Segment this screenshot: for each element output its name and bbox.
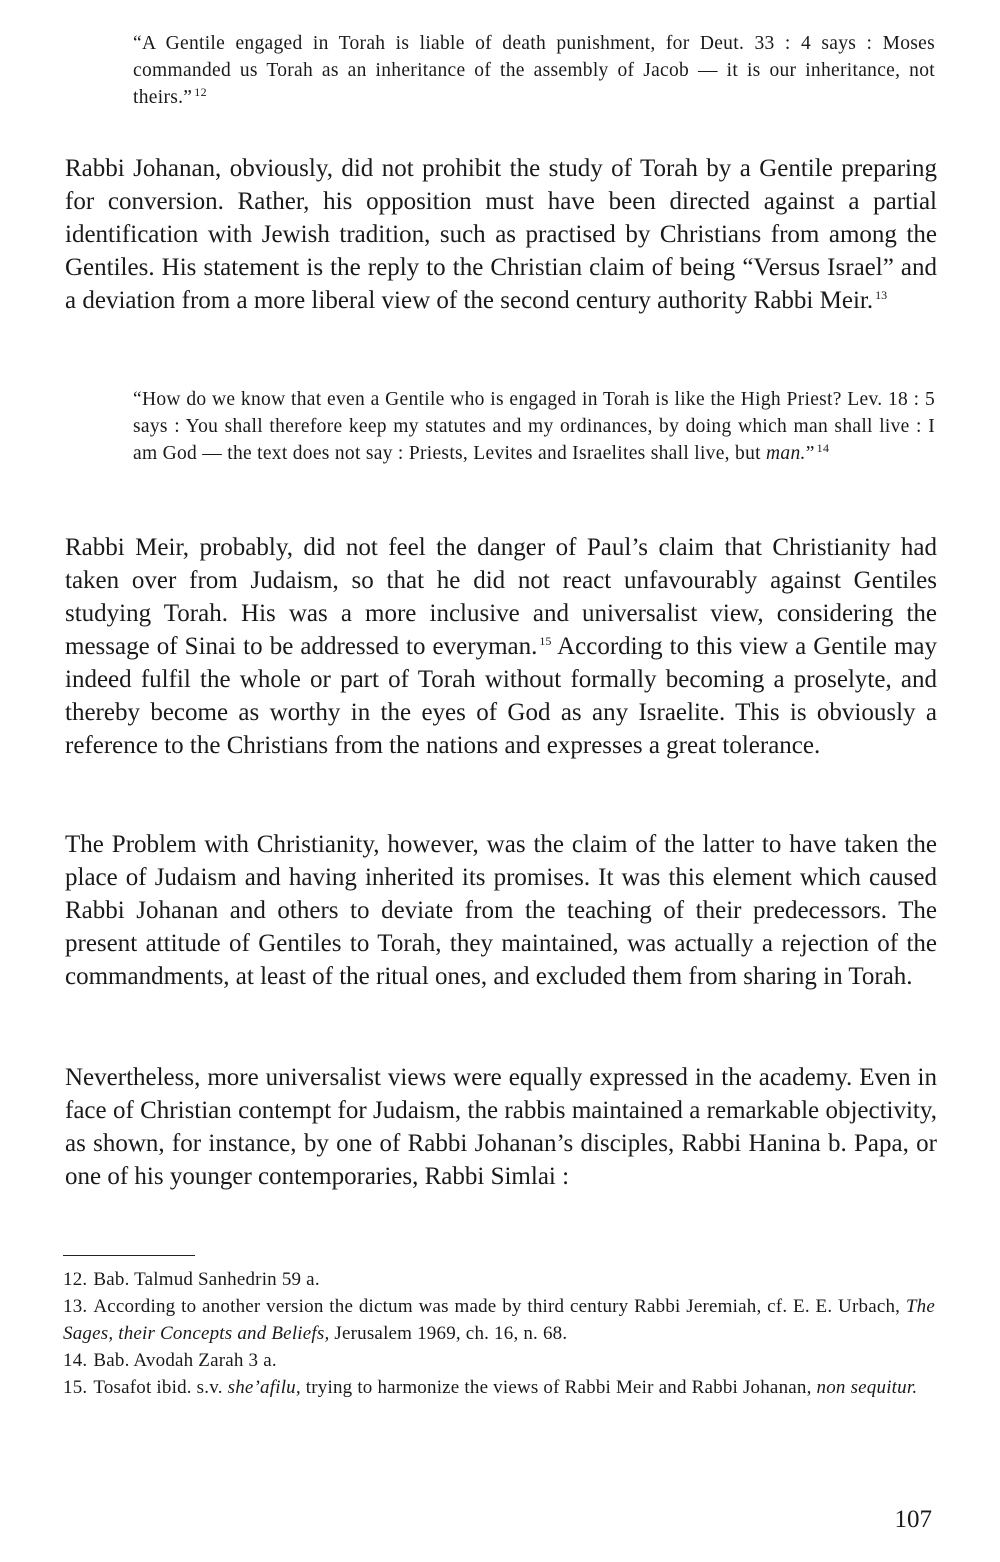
- footnote-ref-12: 12: [194, 84, 207, 99]
- footnote-14: [63, 1347, 935, 1374]
- paragraph-nevertheless: [65, 1061, 937, 1193]
- quote-text: “A Gentile engaged in Torah is liable of death punishment, for Deut. 33 : 4 says : Moses commanded us Torah as an inheritance of the assembly of Jacob — it is our inheritance, not theirs.”: [133, 33, 935, 108]
- footnote-ref-15: 15: [539, 633, 552, 648]
- paragraph-problem: [65, 828, 937, 993]
- footnote-number: 13.: [63, 1296, 88, 1317]
- quote-italic-word: man.: [766, 443, 806, 464]
- block-quote-deut: [133, 30, 935, 111]
- footnote-ref-13: 13: [875, 287, 888, 302]
- footnote-book-title: The Sages, their Concepts and Beliefs,: [63, 1296, 935, 1344]
- footnote-15: [63, 1374, 935, 1401]
- paragraph-text: Rabbi Johanan, obviously, did not prohibit the study of Torah by a Gentile preparing for conversion. Rather, his opposition must have been directed against a partial identification with Jewish tradition, such as practised by Christians from among the Gentiles. His statement is the reply to the Christian claim of being “Versus Israel” and a deviation from a more liberal view of the second century authority Rabbi Meir.: [65, 155, 937, 314]
- footnote-number: 12.: [63, 1269, 88, 1290]
- footnote-italic-term: she’afilu,: [227, 1377, 301, 1398]
- footnote-text: Bab. Avodah Zarah 3 a.: [93, 1350, 277, 1371]
- footnote-number: 15.: [63, 1377, 88, 1398]
- block-quote-lev: [133, 386, 935, 467]
- footnote-text-tail: Jerusalem 1969, ch. 16, n. 68.: [329, 1323, 568, 1344]
- footnote-12: [63, 1266, 935, 1293]
- paragraph-meir: [65, 531, 937, 762]
- footnote-italic-phrase: non sequitur.: [816, 1377, 918, 1398]
- footnote-text: Bab. Talmud Sanhedrin 59 a.: [93, 1269, 320, 1290]
- paragraph-text: Nevertheless, more universalist views were equally expressed in the academy. Even in face of Christian contempt for Judaism, the rabbis maintained a remarkable objectivity, as shown, for instance, by one of Rabbi Johanan’s disciples, Rabbi Hanina b. Papa, or one of his younger contemporaries, Rabbi Simlai :: [65, 1064, 937, 1190]
- quote-close-mark: ”: [805, 443, 815, 464]
- footnote-ref-14: 14: [816, 440, 830, 455]
- paragraph-text-before: Rabbi Meir, probably, did not feel the danger of Paul’s claim that Christianity had taken over from Judaism, so that he did not react unfavourably against Gentiles studying Torah. His was a more inclusive and universalist view, considering the message of Sinai to be addressed to everyman.: [65, 534, 937, 660]
- paragraph-johanan: [65, 152, 937, 317]
- page-number: 107: [894, 1506, 932, 1533]
- quote-text: “How do we know that even a Gentile who is engaged in Torah is like the High Priest? Lev. 18 : 5 says : You shall therefore keep my statutes and my ordinances, by doing which man shall live : I am God — the text does not say : Priests, Levites and Israelites shall live, but: [133, 389, 935, 464]
- footnote-text-mid: trying to harmonize the views of Rabbi Meir and Rabbi Johanan,: [300, 1377, 817, 1398]
- paragraph-text-after: According to this view a Gentile may indeed fulfil the whole or part of Torah without formally becoming a proselyte, and thereby become as worthy in the eyes of God as any Israelite. This is obviously a reference to the Christians from the nations and expresses a great tolerance.: [65, 633, 937, 759]
- footnotes: [63, 1266, 935, 1401]
- footnote-text: According to another version the dictum was made by third century Rabbi Jeremiah, cf. E. E. Urbach,: [93, 1296, 906, 1317]
- footnote-text: Tosafot ibid. s.v.: [93, 1377, 228, 1398]
- paragraph-text: The Problem with Christianity, however, was the claim of the latter to have taken the place of Judaism and having inherited its promises. It was this element which caused Rabbi Johanan and others to deviate from the teaching of their predecessors. The present attitude of Gentiles to Torah, they maintained, was actually a rejection of the commandments, at least of the ritual ones, and excluded them from sharing in Torah.: [65, 831, 937, 990]
- footnote-13: [63, 1293, 935, 1347]
- footnote-divider: [63, 1255, 195, 1256]
- footnote-number: 14.: [63, 1350, 88, 1371]
